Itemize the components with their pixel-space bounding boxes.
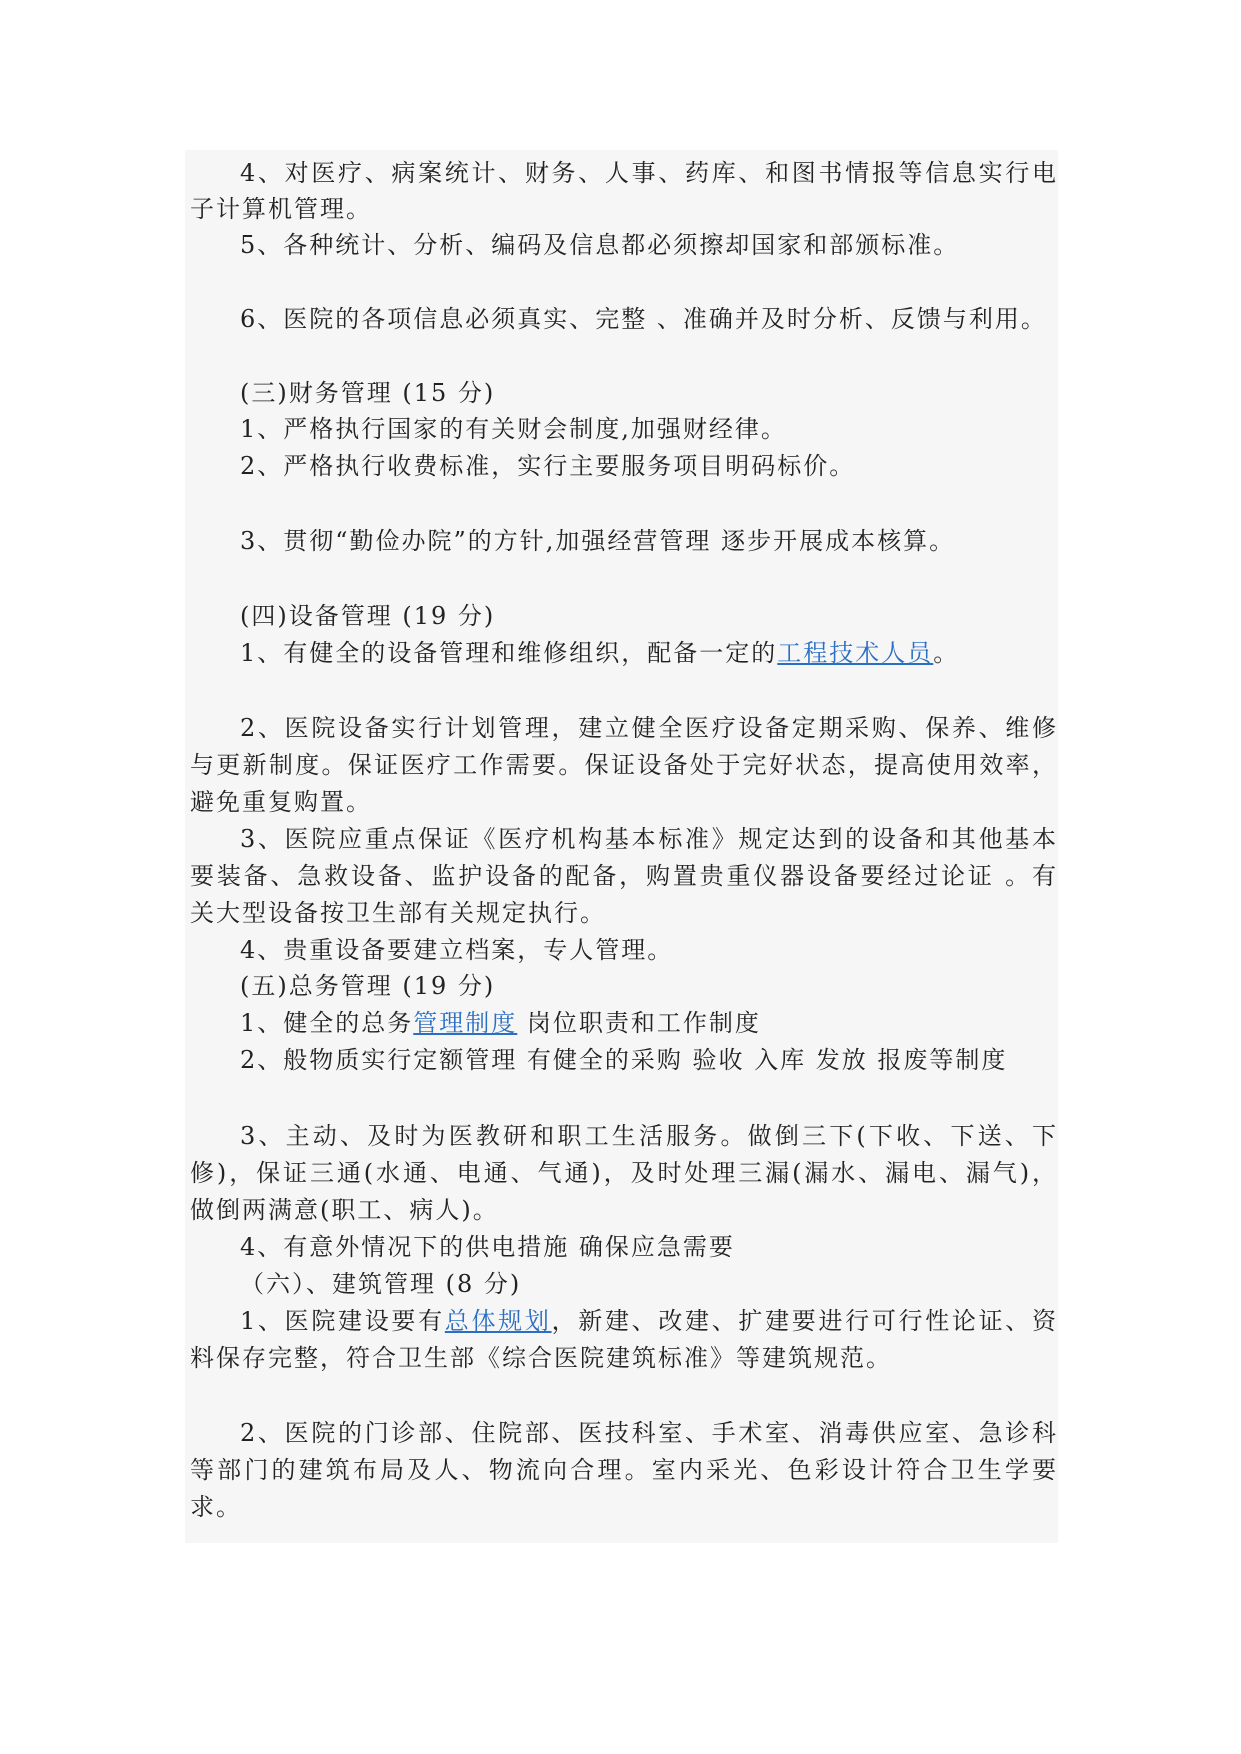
info-item-4-line1: 4、对医疗、病案统计、财务、人事、药库、和图书情报等信息实行电 <box>240 159 1056 187</box>
general-item-2: 2、般物质实行定额管理 有健全的采购 验收 入库 发放 报废等制度 <box>240 1046 1008 1074</box>
master-plan-link[interactable]: 总体规划 <box>444 1307 552 1335</box>
finance-item-2: 2、严格执行收费标准，实行主要服务项目明码标价。 <box>240 452 856 480</box>
building-item-2-line1: 2、医院的门诊部、住院部、医技科室、手术室、消毒供应室、急诊科 <box>240 1419 1056 1447</box>
building-item-2-line3: 求。 <box>190 1493 242 1521</box>
finance-item-3: 3、贯彻“勤俭办院”的方针,加强经营管理 逐步开展成本核算。 <box>240 527 956 555</box>
equipment-item-2-line1: 2、医院设备实行计划管理，建立健全医疗设备定期采购、保养、维修 <box>240 714 1056 742</box>
info-item-6: 6、医院的各项信息必须真实、完整 、准确并及时分析、反馈与利用。 <box>240 305 1047 333</box>
section-general-affairs-heading: (五)总务管理 (19 分) <box>240 972 496 1000</box>
general-item-1-text: 1、健全的总务 <box>240 1009 414 1037</box>
general-item-3-line2: 修)，保证三通(水通、电通、气通)，及时处理三漏(漏水、漏电、漏气)， <box>190 1159 1056 1187</box>
management-system-link[interactable]: 管理制度 <box>413 1009 518 1037</box>
equipment-item-1-text: 1、有健全的设备管理和维修组织，配备一定的 <box>240 639 778 667</box>
section-building-heading: （六）、建筑管理 (8 分) <box>240 1270 522 1298</box>
building-item-1-line2: 料保存完整，符合卫生部《综合医院建筑标准》等建筑规范。 <box>190 1344 892 1372</box>
building-item-1-text: 1、医院建设要有 <box>240 1307 445 1335</box>
building-item-1-end: ，新建、改建、扩建要进行可行性论证、资 <box>551 1307 1056 1335</box>
equipment-item-3-line3: 关大型设备按卫生部有关规定执行。 <box>190 899 606 927</box>
equipment-item-2-line3: 避免重复购置。 <box>190 788 372 816</box>
general-item-4: 4、有意外情况下的供电措施 确保应急需要 <box>240 1233 735 1261</box>
engineering-staff-link[interactable]: 工程技术人员 <box>777 639 934 667</box>
equipment-item-3-line2: 要装备、急救设备、监护设备的配备，购置贵重仪器设备要经过论证 。有 <box>190 862 1056 890</box>
building-item-1-line1 <box>240 1303 1056 1340</box>
equipment-item-4: 4、贵重设备要建立档案，专人管理。 <box>240 936 674 964</box>
info-item-4-line2: 子计算机管理。 <box>190 195 372 223</box>
equipment-item-2-line2: 与更新制度。保证医疗工作需要。保证设备处于完好状态，提高使用效率， <box>190 751 1056 779</box>
equipment-item-3-line1: 3、医院应重点保证《医疗机构基本标准》规定达到的设备和其他基本 <box>240 825 1056 853</box>
section-equipment-heading: (四)设备管理 (19 分) <box>240 602 496 630</box>
info-item-5: 5、各种统计、分析、编码及信息都必须擦却国家和部颁标准。 <box>240 231 960 259</box>
general-item-1-end: 岗位职责和工作制度 <box>517 1009 761 1037</box>
general-item-1 <box>240 1005 1056 1042</box>
building-item-2-line2: 等部门的建筑布局及人、物流向合理。室内采光、色彩设计符合卫生学要 <box>190 1456 1056 1484</box>
general-item-3-line1: 3、主动、及时为医教研和职工生活服务。做倒三下(下收、下送、下 <box>240 1122 1056 1150</box>
general-item-3-line3: 做倒两满意(职工、病人)。 <box>190 1196 499 1224</box>
equipment-item-1-end: 。 <box>933 639 960 667</box>
equipment-item-1 <box>240 635 1056 672</box>
finance-item-1: 1、严格执行国家的有关财会制度,加强财经律。 <box>240 415 787 443</box>
section-finance-heading: (三)财务管理 (15 分) <box>240 379 496 407</box>
